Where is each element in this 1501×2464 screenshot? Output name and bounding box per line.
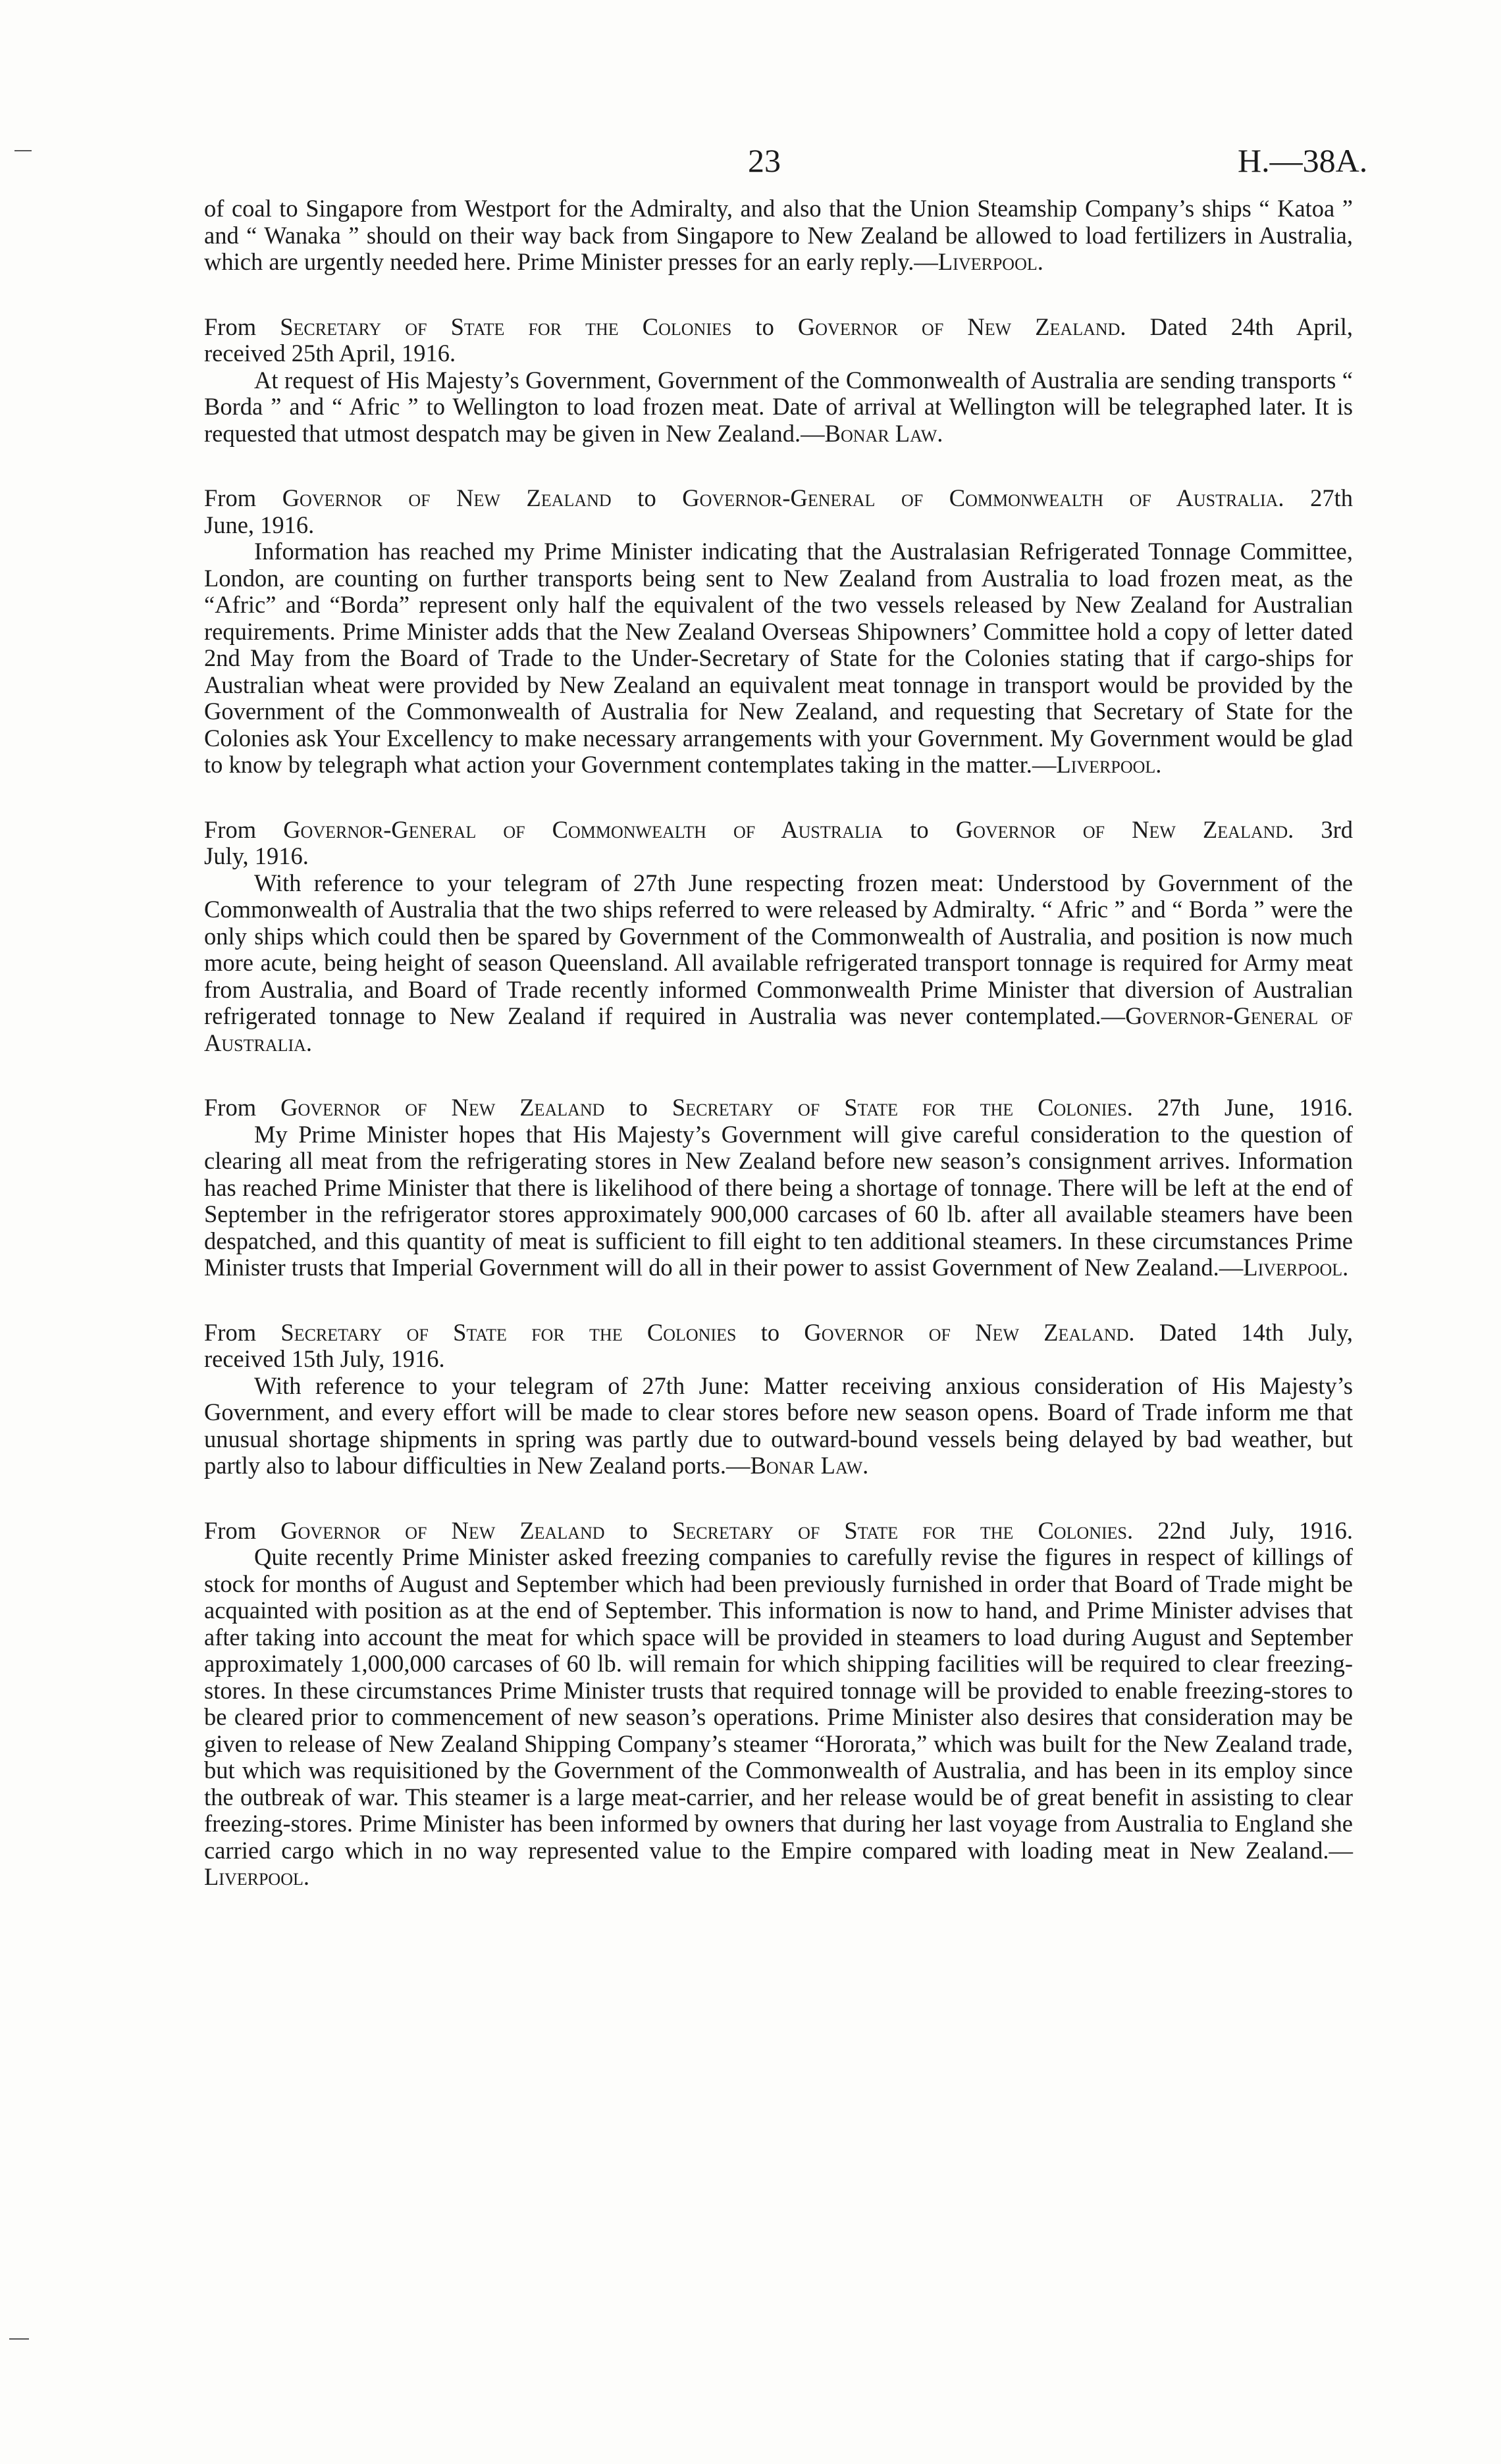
to-label: to [910,815,929,843]
message-heading [204,314,1353,341]
from-label: From [204,1318,257,1346]
message-date: Dated 14th July, [1159,1318,1354,1346]
from-label: From [204,815,257,843]
message-text: My Prime Minister hopes that His Majesty’s Government will give careful consideration to the question of clearing all meat from the refrigerating stores in New Zealand before new season’s consignment arrives. Information has reached Prime Minister that there is likelihood of there being a shortage of tonnage. There will be left at the end of September in the refrigerator stores approximately 900,000 carcases of 60 lb. after all available steamers have been despatched, and this quantity of meat is sufficient to fill eight to ten additional steamers. In these circumstances Prime Minister trusts that Imperial Government will do all in their power to assist Government of New Zealand.— [204,1120,1353,1281]
message-heading [204,485,1353,512]
message-date: 27th [1310,484,1354,511]
message-sender: Governor of New Zealand [282,484,612,511]
message-body [204,1544,1353,1891]
to-label: to [629,1516,648,1544]
message-text: Information has reached my Prime Minister indicating that the Australasian Refrigerated Tonnage Committee, London, are counting on further transports being sent to New Zealand from Australia to load frozen meat, as the “Afric” and “Borda” represent only half the equivalent of the two vessels released by New Zealand for Australian requirements. Prime Minister adds that the New Zealand Overseas Shipowners’ Committee hold a copy of letter dated 2nd May from the Board of Trade to the Under-Secretary of State for the Colonies stating that if cargo-ships for Australian wheat were provided by New Zealand an equivalent meat tonnage in transport would be provided by the Government of the Commonwealth of Australia for New Zealand, and requesting that Secretary of State for the Colonies ask Your Excellency to make necessary arrangements with your Government. My Government would be glad to know by telegraph what action your Government contemplates taking in the matter.— [204,538,1353,778]
message-date-line: June, 1916. [204,511,315,538]
from-label: From [204,484,257,511]
message-signature: Bonar Law. [750,1452,869,1479]
page-number: 23 [748,142,781,179]
message-signature: Bonar Law. [824,419,943,447]
message-text: Quite recently Prime Minister asked freezing companies to carefully revise the figures in respect of killings of stock for months of August and September which had been previously furnished in order that Board of Trade might be acquainted with position as at the end of September. This information is now to hand, and Prime Minister advises that after taking into account the meat for which space will be provided in steamers to load during August and September approximately 1,000,000 carcases of 60 lb. will remain for which shipping facilities will be required to clear freezing-stores. In these circumstances Prime Minister trusts that required tonnage will be provided to enable freezing-stores to be cleared prior to commencement of new season’s operations. Prime Minister also desires that consideration may be given to release of New Zealand Shipping Company’s steamer “Hororata,” which was built for the New Zealand trade, but which was requisitioned by the Government of the Commonwealth of Australia, and has been in its employ since the outbreak of war. This steamer is a large meat-carrier, and her release would be of great benefit in assisting to clear freezing-stores. Prime Minister has been informed by owners that during her last voyage from Australia to England she carried cargo which in no way represented value to the Empire compared with loading meat in New Zealand.— [204,1543,1353,1864]
message-sender: Governor of New Zealand [280,1516,605,1544]
message-date-line: July, 1916. [204,842,309,869]
message-heading [204,817,1353,844]
message-heading [204,1094,1353,1121]
message-block [204,314,1353,448]
scan-margin-mark-bottom [9,2338,29,2340]
from-label: From [204,313,257,340]
message-sender: Secretary of State for the Colonies [280,1318,737,1346]
message-body [204,367,1353,448]
message-recipient: Governor of New Zealand. [955,815,1294,843]
message-body [204,538,1353,779]
message-date: 27th June, 1916. [1157,1094,1354,1121]
message-signature: Liverpool. [1056,751,1162,778]
message-recipient: Secretary of State for the Colonies. [672,1094,1133,1121]
document-body [204,195,1353,1891]
message-text: At request of His Majesty’s Government, Government of the Commonwealth of Australia are sending transports “ Borda ” and “ Afric ” to Wellington to load frozen meat. Date of arrival at Wellington will be telegraphed later. It is requested that utmost despatch may be given in New Zealand.— [204,366,1353,447]
to-label: to [629,1094,648,1121]
to-label: to [637,484,656,511]
message-signature: Liverpool. [1243,1254,1349,1281]
message-body [204,870,1353,1057]
message-date: 22nd July, 1916. [1157,1516,1354,1544]
message-signature: Governor-General of Australia. [204,1002,1354,1056]
message-block [204,485,1353,779]
intro-text: of coal to Singapore from Westport for the Admiralty, and also that the Union Steamship Company’s ships “ Katoa ” and “ Wanaka ” should on their way back from Singapore to New Zealand be allowed to load fertilizers in Australia, which are urgently needed here. Prime Minister presses for an early reply.— [204,195,1353,275]
intro-signature: Liverpool. [937,248,1043,275]
message-heading [204,1518,1353,1545]
message-date-line: received 25th April, 1916. [204,340,456,367]
message-sender: Governor of New Zealand [280,1094,605,1121]
message-body [204,1373,1353,1479]
message-recipient: Governor of New Zealand. [804,1318,1135,1346]
from-label: From [204,1516,257,1544]
message-recipient: Secretary of State for the Colonies. [672,1516,1134,1544]
message-block [204,1094,1353,1281]
intro-paragraph [204,195,1353,276]
message-signature: Liverpool. [204,1863,309,1890]
document-code: H.—38A. [1238,142,1368,179]
message-text: With reference to your telegram of 27th June respecting frozen meat: Understood by Government of the Commonwealth of Australia that the two ships referred to were released by Admiralty. “ Afric ” and “ Borda ” were the only ships which could then be spared by Government of the Commonwealth of Australia, and position is now much more acute, being height of season Queensland. All available refrigerated transport tonnage is required for Army meat from Australia, and Board of Trade recently informed Commonwealth Prime Minister that diversion of Australian refrigerated tonnage to New Zealand if required in Australia was never contemplated.— [204,869,1353,1029]
to-label: to [760,1318,780,1346]
from-label: From [204,1094,257,1121]
message-recipient: Governor of New Zealand. [797,313,1126,340]
message-sender: Secretary of State for the Colonies [280,313,732,340]
message-block [204,1518,1353,1891]
message-heading [204,1320,1353,1347]
message-recipient: Governor-General of Commonwealth of Australia. [682,484,1284,511]
message-block [204,1320,1353,1479]
message-date: Dated 24th April, [1149,313,1354,340]
message-body [204,1121,1353,1281]
message-date: 3rd [1321,815,1354,843]
message-text: With reference to your telegram of 27th June: Matter receiving anxious consideration of His Majesty’s Government, and every effort will be made to clear stores before new season opens. Board of Trade inform me that unusual shortage shipments in spring was partly due to outward-bound vessels being delayed by bad weather, but partly also to labour difficulties in New Zealand ports.— [204,1372,1353,1479]
message-sender: Governor-General of Commonwealth of Australia [283,815,883,843]
message-block [204,817,1353,1057]
message-date-line: received 15th July, 1916. [204,1345,445,1372]
page-header [0,141,1501,181]
to-label: to [755,313,774,340]
